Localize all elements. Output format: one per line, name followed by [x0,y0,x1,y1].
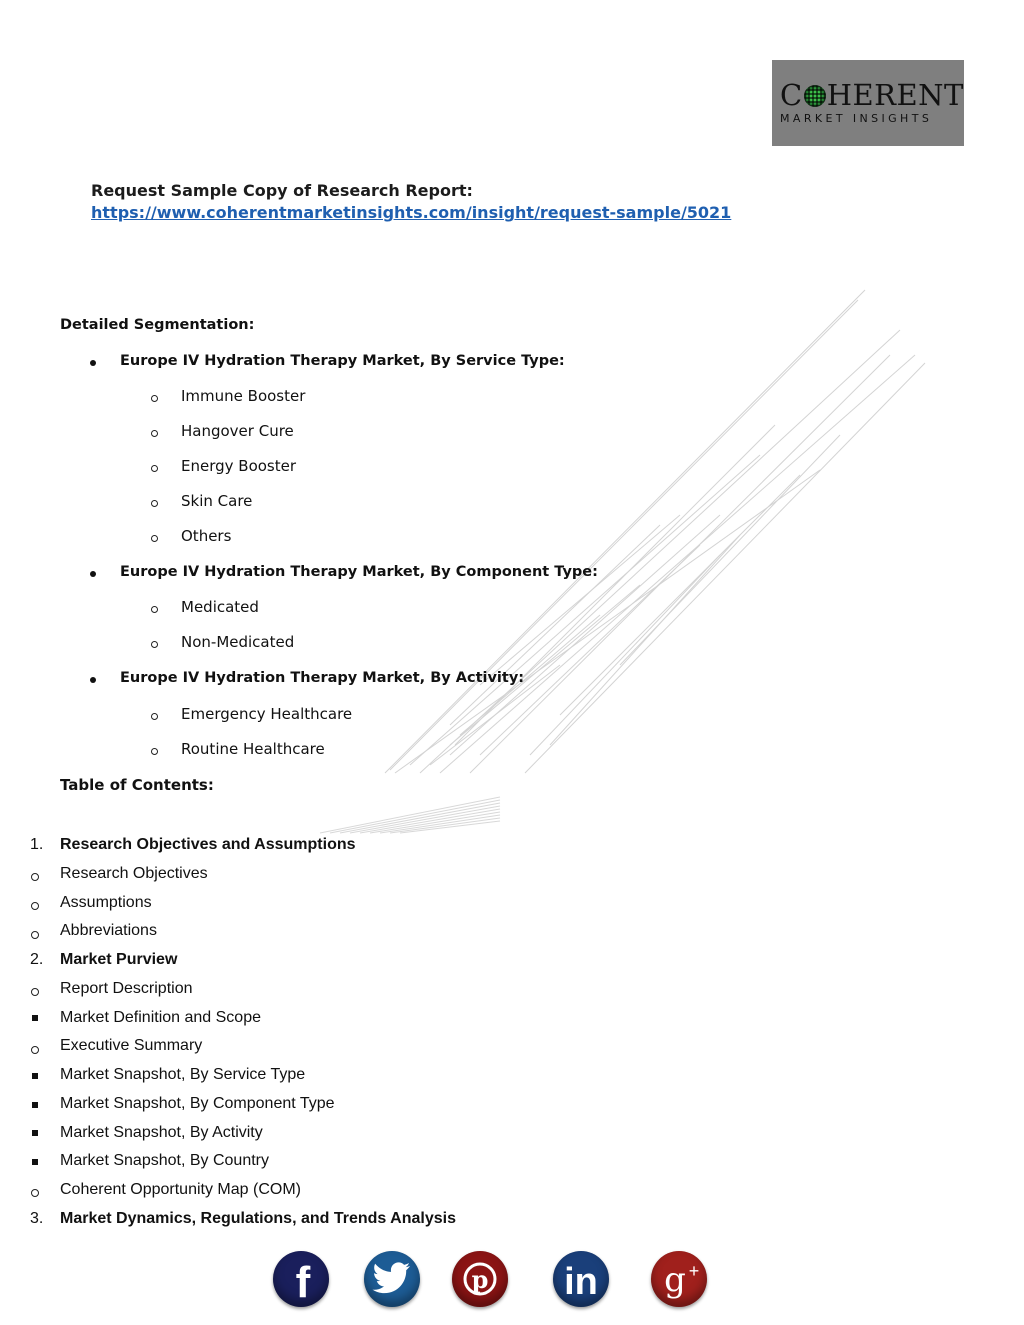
toc-section: Market Dynamics, Regulations, and Trends Analysis [60,1210,456,1227]
toc-number: 3. [30,1210,44,1227]
circle-bullet-icon [151,500,158,507]
facebook-icon[interactable] [273,1251,329,1307]
segment-title: Europe IV Hydration Therapy Market, By Service Type: [120,353,565,369]
toc-item: Report Description [60,980,193,997]
square-bullet-icon [32,1159,38,1165]
circle-bullet-icon [31,902,39,910]
pinterest-icon[interactable] [452,1251,508,1307]
square-bullet-icon [32,1015,38,1021]
toc-item: Market Snapshot, By Activity [60,1124,263,1141]
segment-item: Medicated [181,598,259,616]
segment-item: Immune Booster [181,387,306,405]
toc-number: 1. [30,836,44,853]
square-bullet-icon [32,1130,38,1136]
linkedin-icon[interactable] [553,1251,609,1307]
square-bullet-icon [32,1073,38,1079]
svg-text:f: f [295,1258,311,1307]
company-logo [772,60,964,146]
circle-bullet-icon [151,430,158,437]
toc-heading: Table of Contents: [60,776,214,794]
square-bullet-icon [32,1102,38,1108]
circle-bullet-icon [151,465,158,472]
circle-bullet-icon [151,606,158,613]
svg-text:+: + [688,1261,700,1281]
circle-bullet-icon [31,931,39,939]
circle-bullet-icon [151,748,158,755]
google-plus-icon[interactable] [651,1251,707,1307]
svg-text:p: p [471,1265,489,1294]
circle-bullet-icon [31,873,39,881]
toc-item: Market Snapshot, By Service Type [60,1066,306,1083]
circle-bullet-icon [151,713,158,720]
segment-item: Non-Medicated [181,633,295,651]
segment-item: Others [181,527,232,545]
segmentation-heading: Detailed Segmentation: [60,317,255,333]
segment-item: Skin Care [181,492,253,510]
toc-item: Assumptions [60,894,152,911]
segment-title: Europe IV Hydration Therapy Market, By Activity: [120,670,525,686]
toc-section: Market Purview [60,951,178,968]
circle-bullet-icon [31,1189,39,1197]
circle-bullet-icon [151,535,158,542]
twitter-icon[interactable] [364,1251,420,1307]
toc-item: Coherent Opportunity Map (COM) [60,1181,301,1198]
segment-item: Routine Healthcare [181,740,325,758]
toc-item: Market Snapshot, By Component Type [60,1095,335,1112]
request-sample-label: Request Sample Copy of Research Report: [91,181,473,200]
request-sample-link[interactable]: https://www.coherentmarketinsights.com/insight/request-sample/5021 [91,203,732,222]
circle-bullet-icon [31,1046,39,1054]
logo-wordmark: C HERENT [780,78,964,112]
segment-item: Energy Booster [181,457,297,475]
circle-bullet-icon [151,395,158,402]
toc-item: Research Objectives [60,865,208,882]
toc-item: Abbreviations [60,922,157,939]
logo-tagline: MARKET INSIGHTS [780,112,933,125]
toc-number: 2. [30,951,44,968]
svg-text:in: in [564,1261,598,1303]
circle-bullet-icon [31,988,39,996]
circle-bullet-icon [151,641,158,648]
toc-item: Market Snapshot, By Country [60,1152,269,1169]
toc-item: Executive Summary [60,1037,203,1054]
toc-item: Market Definition and Scope [60,1009,261,1026]
segment-title: Europe IV Hydration Therapy Market, By Component Type: [120,564,598,580]
globe-icon [804,85,826,107]
segment-item: Hangover Cure [181,422,294,440]
svg-text:g: g [664,1260,686,1300]
segment-item: Emergency Healthcare [181,705,353,723]
bullet-icon [90,360,96,366]
bullet-icon [90,677,96,683]
bullet-icon [90,571,96,577]
toc-section: Research Objectives and Assumptions [60,836,356,853]
